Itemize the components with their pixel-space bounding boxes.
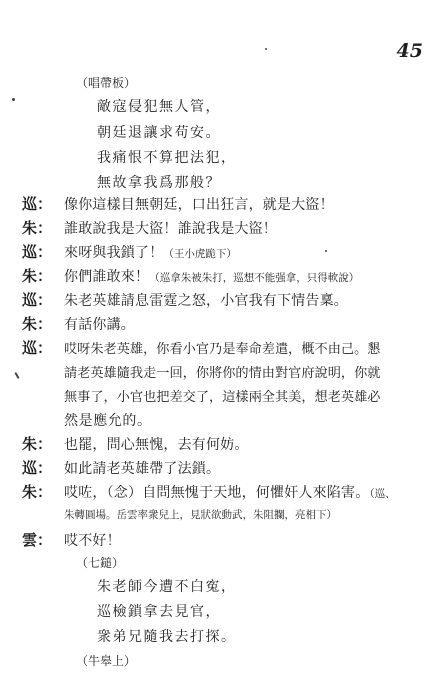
dialogue-text: 哎呀朱老英雄，你看小官乃是奉命差遣，概不由己。懇 — [64, 342, 381, 357]
speaker-label: 巡： — [22, 291, 53, 309]
verse-line: 敵寇侵犯無人管， — [97, 99, 221, 115]
speaker-label: 雲： — [22, 531, 53, 549]
dialogue-text: 朱老英雄請息雷霆之怒，小官我有下情告稟。 — [64, 293, 348, 309]
scan-speck — [265, 48, 267, 50]
dialogue-continuation: 請老英雄隨我走一回，你將你的情由對官府說明，你就 — [64, 366, 381, 381]
scan-speck — [325, 250, 327, 252]
dialogue-text: 來呀與我鎖了！（王小虎跪下） — [64, 245, 237, 261]
dialogue-text: 像你這樣目無朝廷，口出狂言，就是大盜！ — [64, 197, 334, 213]
dialogue-continuation: 朱轉圓場。岳雲率衆兒上，見狀欲動武，朱阻攔，亮相下） — [64, 509, 337, 521]
verse-line: 無故拿我爲那般？ — [97, 175, 221, 191]
speaker-label: 朱： — [22, 483, 53, 501]
stage-note: （王小虎跪下） — [163, 248, 237, 260]
verse-line: 朱老師今遭不白寃， — [97, 579, 237, 595]
speaker-label: 巡： — [22, 195, 53, 213]
speaker-label: 朱： — [22, 267, 53, 285]
stage-note: （巡拿朱被朱打，巡想不能强拿，只得軟說） — [149, 272, 360, 284]
scan-speck — [14, 372, 19, 379]
dialogue-continuation: 然是應允的。 — [64, 413, 152, 429]
speaker-label: 巡： — [22, 459, 53, 477]
speaker-label: 巡： — [22, 339, 53, 357]
verse-line: 我痛恨不算把法犯， — [97, 150, 237, 166]
page-number: 45 — [396, 40, 423, 62]
speaker-label: 朱： — [22, 315, 53, 333]
verse-line: 朝廷退讓求苟安。 — [97, 125, 221, 141]
speaker-label: 朱： — [22, 219, 53, 237]
stage-note: （巡、 — [369, 488, 396, 500]
verse-line: 巡檢鎖拿去見官， — [97, 604, 221, 620]
dialogue-text: 誰敢說我是大盜！誰說我是大盜！ — [64, 221, 277, 237]
verse-line: 衆弟兄隨我去打探。 — [97, 629, 237, 645]
dialogue-text: 如此請老英雄帶了法鎖。 — [64, 461, 221, 477]
dialogue-text: 你們誰敢來！（巡拿朱被朱打，巡想不能强拿，只得軟說） — [64, 269, 360, 285]
scan-speck — [12, 98, 15, 101]
stage-direction: （唱帶板） — [76, 76, 137, 90]
dialogue-text: 有話你講。 — [64, 317, 135, 333]
dialogue-text: 也罷，問心無愧，去有何妨。 — [64, 437, 249, 453]
dialogue-text: 哎不好！ — [64, 533, 121, 549]
dialogue-continuation: 無事了，小官也把差交了，這樣兩全其美，想老英雄必 — [64, 390, 381, 405]
stage-direction: （七鎚） — [76, 556, 125, 570]
speaker-label: 朱： — [22, 435, 53, 453]
speaker-label: 巡： — [22, 243, 53, 261]
stage-direction: （牛皋上） — [76, 654, 137, 668]
dialogue-text: 哎咗，（念）自問無愧于天地，何懼奸人來陷害。（巡、 — [64, 485, 396, 501]
